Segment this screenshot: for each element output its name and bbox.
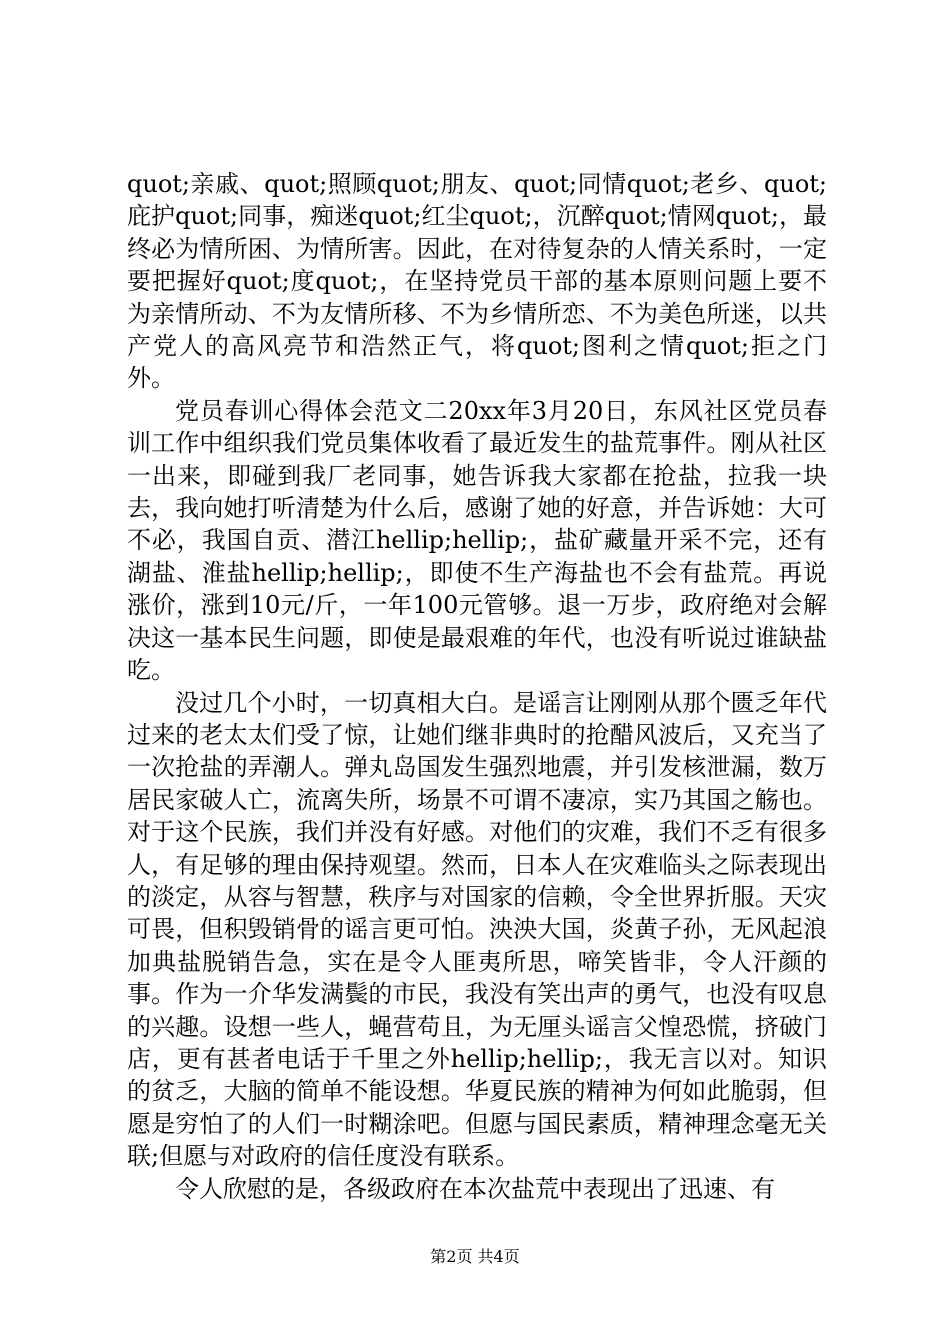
paragraph-government: 令人欣慰的是，各级政府在本次盐荒中表现出了迅速、有 — [175, 1174, 775, 1203]
document-body — [127, 168, 827, 1205]
paragraph-rumor: 没过几个小时，一切真相大白。是谣言让刚刚从那个匮乏年代过来的老太太们受了惊，让她们继非典时的抢醋风波后，又充当了一次抢盐的弄潮人。弹丸岛国发生强烈地震，并引发核泄漏，数万居民家破人亡，流离失所，场景不可谓不凄凉，实乃其国之觞也。对于这个民族，我们并没有好感。对他们的灾难，我们不乏有很多人，有足够的理由保持观望。然而，日本人在灾难临头之际表现出的淡定，从容与智慧，秩序与对国家的信赖，令全世界折服。天灾可畏，但积毁销骨的谣言更可怕。泱泱大国，炎黄子孙，无风起浪加典盐脱销告急，实在是令人匪夷所思，啼笑皆非，令人汗颜的事。作为一介华发满鬓的市民，我没有笑出声的勇气，也没有叹息的兴趣。设想一些人，蝇营苟且，为无厘头谣言父惶恐慌，挤破门店，更有甚者电话于千里之外hellip;hellip;，我无言以对。知识的贫乏，大脑的简单不能设想。华夏民族的精神为何如此脆弱，但愿是穷怕了的人们一时糊涂吧。但愿与国民素质，精神理念毫无关联;但愿与对政府的信任度没有联系。 — [127, 688, 827, 1171]
paragraph-continuation: quot;亲戚、quot;照顾quot;朋友、quot;同情quot;老乡、quot;庇护quot;同事，痴迷quot;红尘quot;，沉醉quot;情网quot;，最终必为情所困、为情所害。因此，在对待复杂的人情关系时，一定要把握好quot;度quot;，在坚持党员干部的基本原则问题上要不为亲情所动、不为友情所移、不为乡情所恋、不为美色所迷，以共产党人的高风亮节和浩然正气，将quot;图利之情quot;拒之门外。 — [127, 170, 827, 393]
page-number-footer: 第2页 共4页 — [430, 1247, 520, 1266]
paragraph-essay-two: 党员春训心得体会范文二20xx年3月20日，东风社区党员春训工作中组织我们党员集体收看了最近发生的盐荒事件。刚从社区一出来，即碰到我厂老同事，她告诉我大家都在抢盐，拉我一块去，我向她打听清楚为什么后，感谢了她的好意，并告诉她：大可不必，我国自贡、潜江hellip;hellip;，盐矿藏量开采不完，还有湖盐、淮盐hellip;hellip;，即使不生产海盐也不会有盐荒。再说涨价，涨到10元/斤，一年100元管够。退一万步，政府绝对会解决这一基本民生问题，即使是最艰难的年代，也没有听说过谁缺盐吃。 — [127, 396, 827, 685]
